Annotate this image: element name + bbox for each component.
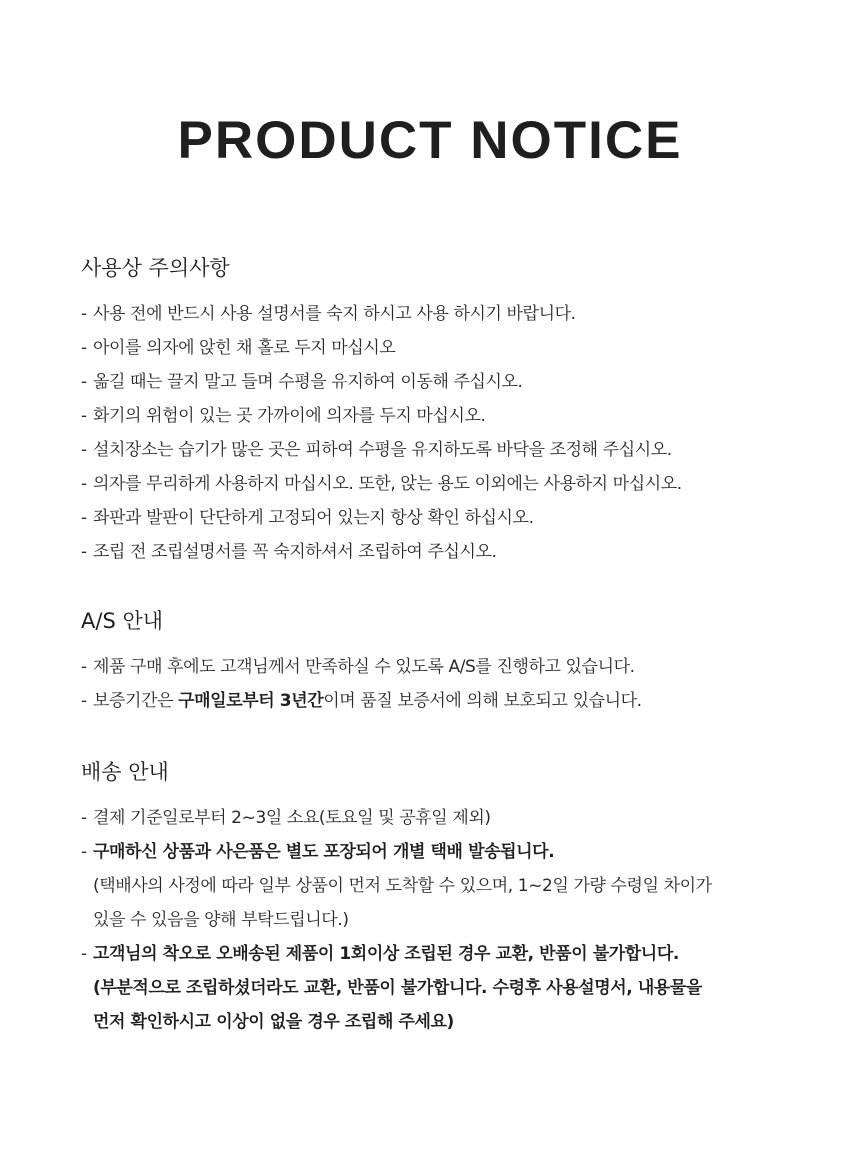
list-item: - 결제 기준일로부터 2~3일 소요(토요일 및 공휴일 제외) [81, 808, 491, 828]
delivery-info-section [81, 757, 751, 1039]
list-item: - 구매하신 상품과 사은품은 별도 포장되어 개별 택배 발송됩니다. (택배사의 사정에 따라 일부 상품이 먼저 도착할 수 있으며, 1~2일 가량 수령일 차이가 있을 수 있음을 양해 부탁드립니다.) [81, 842, 712, 930]
list-item: - 고객님의 착오로 오배송된 제품이 1회이상 조립된 경우 교환, 반품이 불가합니다. (부분적으로 조립하셨더라도 교환, 반품이 불가합니다. 수령후 사용설명서, 내용물을 먼저 확인하시고 이상이 없을 경우 조립해 주세요) [81, 944, 702, 1032]
list-item: - 좌판과 발판이 단단하게 고정되어 있는지 항상 확인 하십시오. [81, 508, 534, 528]
section-heading-usage-precautions: 사용상 주의사항 [81, 256, 230, 280]
list-item: - 설치장소는 습기가 많은 곳은 피하여 수평을 유지하도록 바닥을 조정해 주십시오. [81, 440, 672, 460]
list-item: - 조립 전 조립설명서를 꼭 숙지하셔서 조립하여 주십시오. [81, 542, 497, 562]
list-item: - 화기의 위험이 있는 곳 가까이에 의자를 두지 마십시오. [81, 406, 486, 426]
list-item: - 옮길 때는 끌지 말고 들며 수평을 유지하여 이동해 주십시오. [81, 372, 523, 392]
list-item: - 제품 구매 후에도 고객님께서 만족하실 수 있도록 A/S를 진행하고 있습니다. [81, 657, 635, 677]
list-item: - 보증기간은 구매일로부터 3년간이며 품질 보증서에 의해 보호되고 있습니다. [81, 691, 642, 711]
list-item: - 의자를 무리하게 사용하지 마십시오. 또한, 앉는 용도 이외에는 사용하지 마십시오. [81, 474, 682, 494]
warranty-period-highlight: 구매일로부터 3년간 [178, 691, 324, 711]
section-heading-delivery-info: 배송 안내 [81, 760, 169, 784]
section-heading-as-info: A/S 안내 [81, 609, 164, 633]
page-title: PRODUCT NOTICE [177, 111, 683, 170]
usage-precautions-section [81, 253, 751, 569]
list-item: - 사용 전에 반드시 사용 설명서를 숙지 하시고 사용 하시기 바랍니다. [81, 304, 576, 324]
as-info-section [81, 606, 751, 718]
list-item: - 아이를 의자에 앉힌 채 홀로 두지 마십시오 [81, 338, 396, 358]
